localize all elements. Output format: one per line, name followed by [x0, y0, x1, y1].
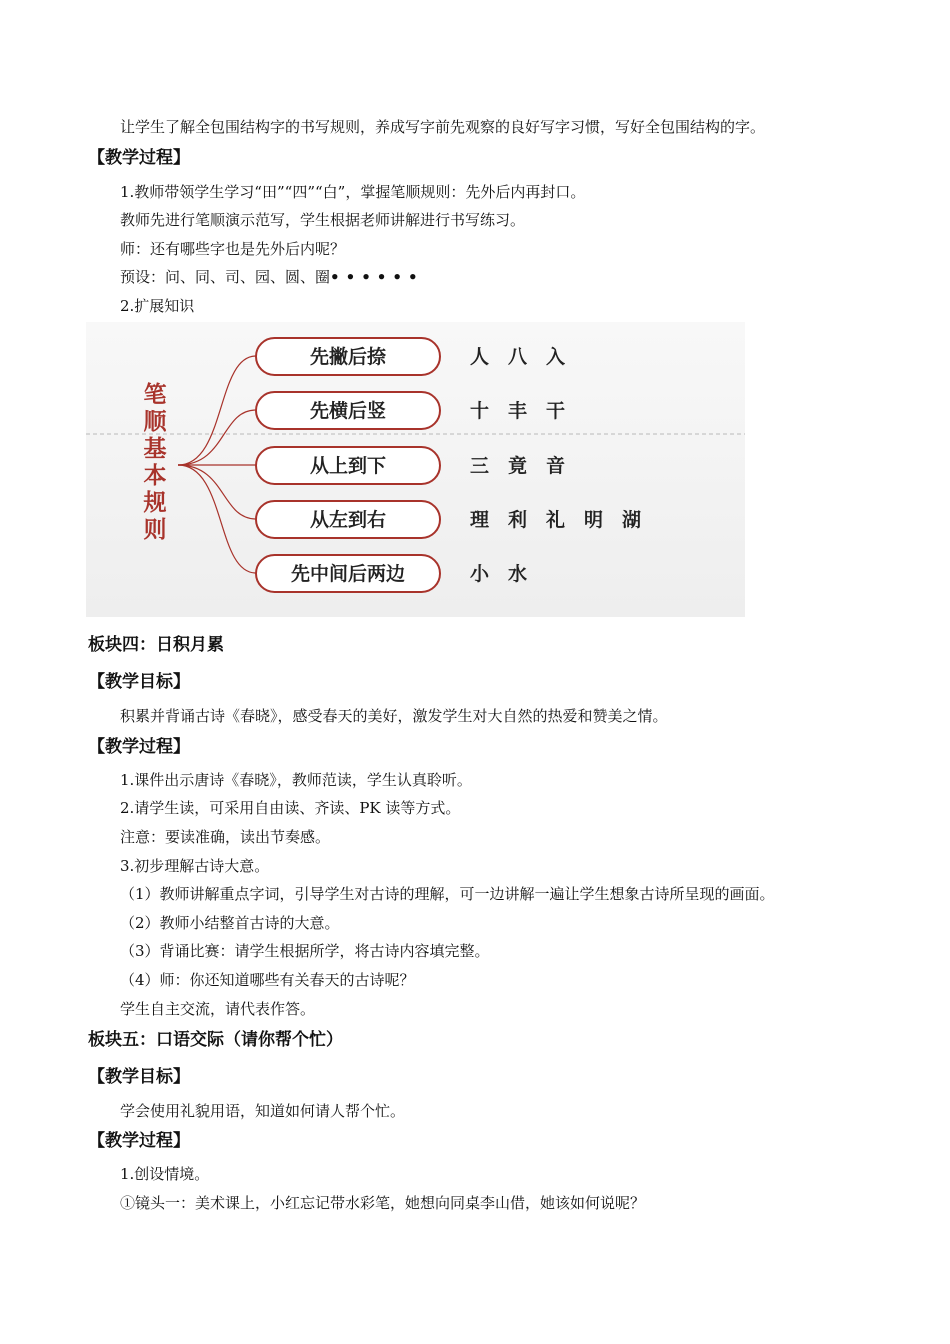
rule-label: 先横后竖 [309, 400, 387, 422]
intro-text: 让学生了解全包围结构字的书写规则，养成写字前先观察的良好写字习惯，写好全包围结构的字。 [120, 118, 766, 136]
block4-title: 板块四：日积月累 [88, 635, 224, 655]
process-line: 学生自主交流，请代表作答。 [120, 1000, 316, 1018]
rule-examples: 理 利 礼 明 湖 [470, 509, 642, 531]
process-line: 注意：要读准确，读出节奏感。 [120, 828, 331, 846]
preset-line [120, 267, 424, 287]
process-line: 师：还有哪些字也是先外后内呢？ [120, 240, 346, 258]
goal-heading: 【教学目标】 [88, 672, 190, 692]
process-line: 教师先进行笔顺演示范写，学生根据老师讲解进行书写练习。 [120, 211, 526, 229]
process-heading: 【教学过程】 [88, 737, 190, 757]
process-line: 1.教师带领学生学习“田”“四”“白”，掌握笔顺规则：先外后内再封口。 [120, 183, 586, 201]
rule-label: 从左到右 [309, 509, 387, 531]
title-char: 基 [143, 436, 167, 462]
rule-examples: 小 水 [470, 563, 528, 585]
process-line: 3.初步理解古诗大意。 [120, 857, 270, 875]
diagram-svg [86, 322, 745, 617]
goal-text: 积累并背诵古诗《春晓》，感受春天的美好，激发学生对大自然的热爱和赞美之情。 [120, 707, 668, 725]
process-line: （4）师：你还知道哪些有关春天的古诗呢？ [120, 971, 415, 989]
process-line: ①镜头一：美术课上，小红忘记带水彩笔，她想向同桌李山借，她该如何说呢？ [120, 1194, 646, 1212]
block5-title: 板块五：口语交际（请你帮个忙） [88, 1030, 343, 1050]
extend-line: 2.扩展知识 [120, 297, 195, 315]
title-char: 则 [143, 517, 167, 543]
preset-dots: •••••• [330, 268, 424, 286]
process-heading: 【教学过程】 [88, 1131, 190, 1151]
process-heading: 【教学过程】 [88, 148, 190, 168]
goal-text: 学会使用礼貌用语，知道如何请人帮个忙。 [120, 1102, 406, 1120]
process-line: （3）背诵比赛：请学生根据所学，将古诗内容填完整。 [120, 942, 490, 960]
preset-text: 预设：问、同、司、园、圆、圈 [120, 268, 331, 286]
process-line: 1.创设情境。 [120, 1165, 210, 1183]
process-line: 2.请学生读，可采用自由读、齐读、PK 读等方式。 [120, 799, 461, 817]
process-line: 1.课件出示唐诗《春晓》，教师范读，学生认真聆听。 [120, 771, 472, 789]
title-char: 笔 [143, 382, 167, 408]
rule-label: 先撇后捺 [309, 346, 387, 368]
process-line: （1）教师讲解重点字词，引导学生对古诗的理解，可一边讲解一遍让学生想象古诗所呈现的画面。 [120, 885, 775, 903]
rule-label: 先中间后两边 [290, 563, 406, 585]
rule-label: 从上到下 [309, 455, 387, 477]
stroke-order-diagram [86, 322, 745, 617]
rule-examples: 三 竟 音 [470, 455, 566, 477]
title-char: 顺 [143, 409, 167, 435]
process-line: （2）教师小结整首古诗的大意。 [120, 914, 340, 932]
rule-examples: 十 丰 干 [470, 400, 566, 422]
title-char: 规 [143, 490, 167, 516]
goal-heading: 【教学目标】 [88, 1067, 190, 1087]
title-char: 本 [143, 463, 167, 489]
rule-examples: 人 八 入 [470, 346, 566, 368]
